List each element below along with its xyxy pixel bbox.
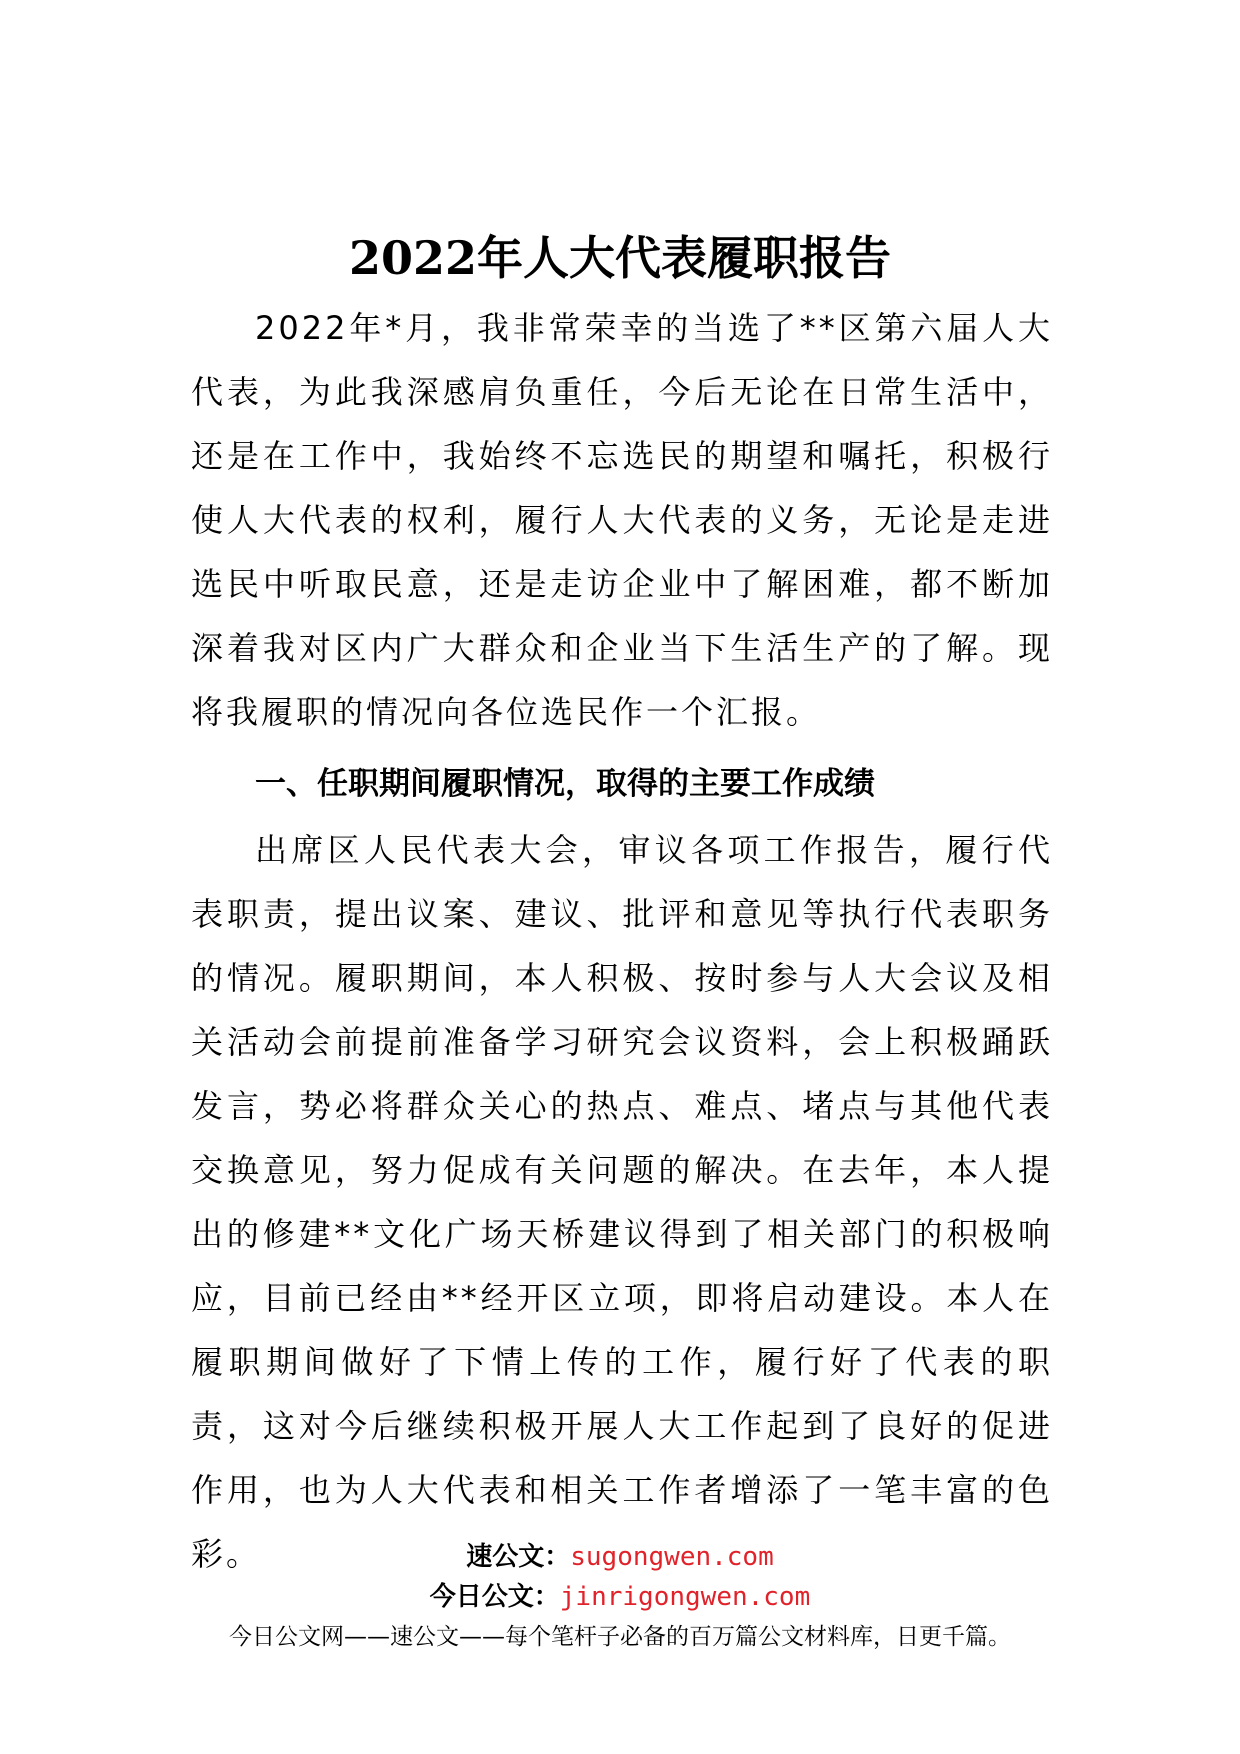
footer-slogan: 今日公文网——速公文——每个笔杆子必备的百万篇公文材料库，日更千篇。 bbox=[229, 1624, 1011, 1650]
section-heading: 一、任职期间履职情况，取得的主要工作成绩 bbox=[255, 766, 875, 802]
footer-label-sugongwen: 速公文： bbox=[466, 1542, 571, 1572]
section-paragraph: 出席区人民代表大会，审议各项工作报告，履行代表职责，提出议案、建议、批评和意见等执行代表职务的情况。履职期间，本人积极、按时参与人大会议及相关活动会前提前准备学习研究会议资料，会上积极踊跃发言，势必将群众关心的热点、难点、堵点与其他代表交换意见，努力促成有关问题的解决。在去年，本人提出的修建**文化广场天桥建议得到了相关部门的积极响应，目前已经由**经开区立项，即将启动建设。本人在履职期间做好了下情上传的工作，履行好了代表的职责，这对今后继续积极开展人大工作起到了良好的促进作用，也为人大代表和相关工作者增添了一笔丰富的色彩。 bbox=[191, 831, 1053, 1573]
footer-link-jinrigongwen[interactable]: jinrigongwen.com bbox=[559, 1582, 811, 1612]
footer-jinrigongwen bbox=[0, 1576, 1240, 1613]
document-title: 2022年人大代表履职报告 bbox=[348, 231, 892, 285]
intro-paragraph: 2022年*月，我非常荣幸的当选了**区第六届人大代表，为此我深感肩负重任，今后无论在日常生活中，还是在工作中，我始终不忘选民的期望和嘱托，积极行使人大代表的权利，履行人大代表的义务，无论是走进选民中听取民意，还是走访企业中了解困难，都不断加深着我对区内广大群众和企业当下生活生产的了解。现将我履职的情况向各位选民作一个汇报。 bbox=[191, 309, 1053, 731]
footer-sugongwen bbox=[0, 1536, 1240, 1573]
footer-label-jinrigongwen: 今日公文： bbox=[429, 1582, 560, 1612]
footer-link-sugongwen[interactable]: sugongwen.com bbox=[570, 1542, 774, 1572]
